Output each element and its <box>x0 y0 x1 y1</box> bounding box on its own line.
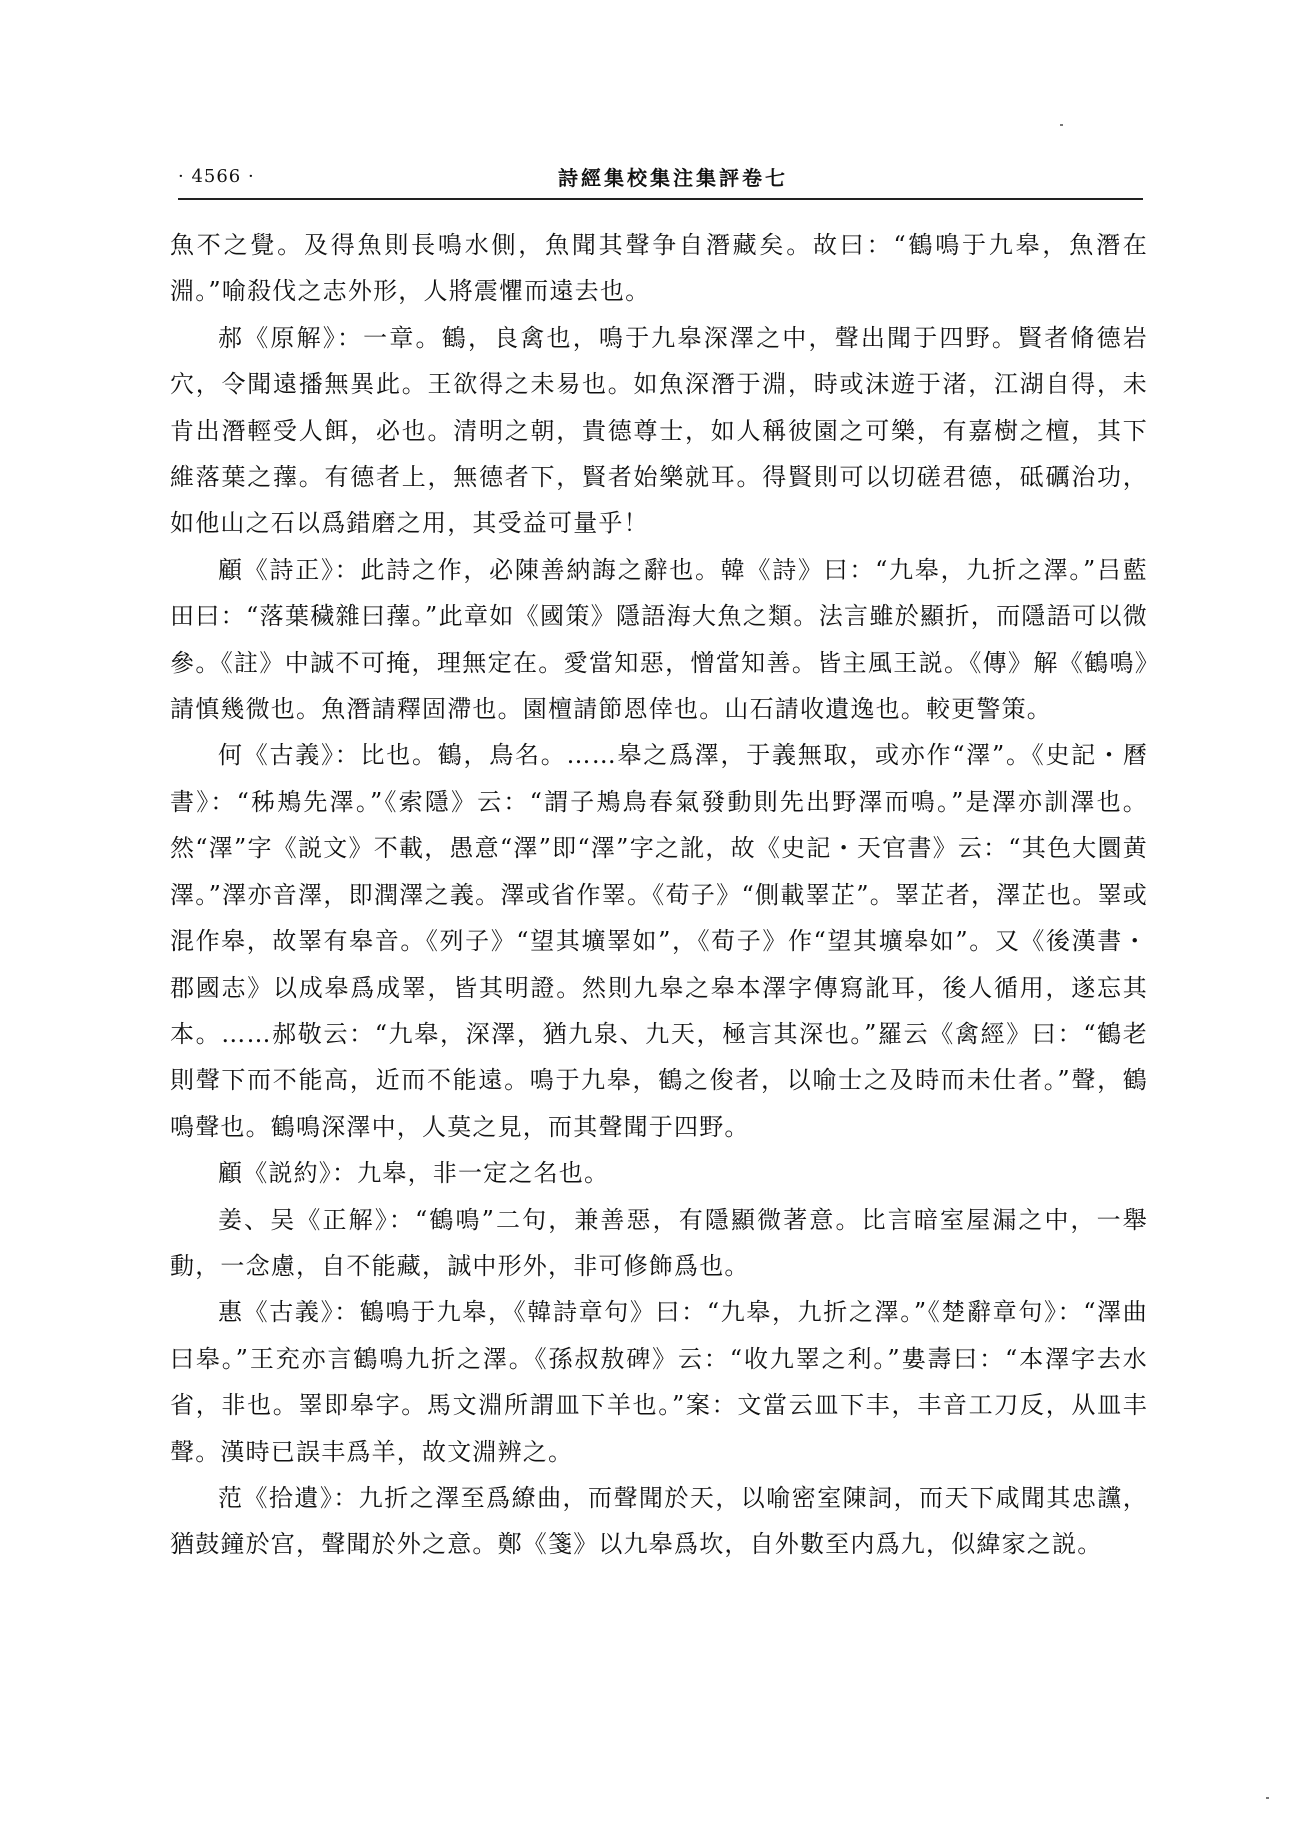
paragraph-8: 范《拾遺》：九折之澤至爲繚曲，而聲聞於天，以喻密室陳詞，而天下咸聞其忠讜，猶鼓鐘於宫，聲聞於外之意。鄭《箋》以九皋爲坎，自外數至内爲九，似緯家之説。 <box>170 1483 1148 1559</box>
paragraph-4: 何《古義》：比也。鶴，鳥名。……皋之爲澤，于義無取，或亦作“澤”。《史記・曆書》：“秭鴂先澤。”《索隱》云：“謂子鴂鳥春氣發動則先出野澤而鳴。”是澤亦訓澤也。然“澤”字《説文》不載，愚意“澤”即“澤”字之訛，故《史記・天官書》云：“其色大圜黄澤。”澤亦音澤，即潤澤之義。澤或省作睪。《荀子》“側載睪芷”。睪芷者，澤芷也。睪或混作皋，故睪有皋音。《列子》“望其壙睪如”，《荀子》作“望其壙皋如”。又《後漢書・郡國志》以成皋爲成睪，皆其明證。然則九皋之皋本澤字傳寫訛耳，後人循用，遂忘其本。……郝敬云：“九皋，深澤，猶九泉、九天，極言其深也。”羅云《禽經》曰：“鶴老則聲下而不能高，近而不能遠。鳴于九皋，鶴之俊者，以喻士之及時而未仕者。”聲，鶴鳴聲也。鶴鳴深澤中，人莫之見，而其聲聞于四野。 <box>170 741 1148 1141</box>
page-header <box>178 158 1143 198</box>
scan-speck <box>1266 1797 1269 1799</box>
scan-speck <box>1060 124 1063 126</box>
paragraph-7: 惠《古義》：鶴鳴于九皋，《韓詩章句》曰：“九皋，九折之澤。”《楚辭章句》：“澤曲曰皋。”王充亦言鶴鳴九折之澤。《孫叔敖碑》云：“收九睪之利。”婁壽曰：“本澤字去水省，非也。睪即皋字。馬文淵所謂皿下羊也。”案：文當云皿下丰，丰音工刀反，从皿丰聲。漢時已誤丰爲羊，故文淵辨之。 <box>170 1298 1148 1466</box>
paragraph-2: 郝《原解》：一章。鶴，良禽也，鳴于九皋深澤之中，聲出聞于四野。賢者脩德岩穴，令聞遠播無異此。王欲得之未易也。如魚深潛于淵，時或沫遊于渚，江湖自得，未肯出潛輕受人餌，必也。清明之朝，貴德尊士，如人稱彼園之可樂，有嘉樹之檀，其下維落葉之蘀。有德者上，無德者下，賢者始樂就耳。得賢則可以切磋君德，砥礪治功，如他山之石以爲錯磨之用，其受益可量乎！ <box>170 323 1148 538</box>
paragraph-6: 姜、吴《正解》：“鶴鳴”二句，兼善惡，有隱顯微著意。比言暗室屋漏之中，一舉動，一念慮，自不能藏，誠中形外，非可修飾爲也。 <box>170 1205 1148 1280</box>
body-text <box>170 222 1148 1568</box>
paragraph-1: 魚不之覺。及得魚則長鳴水側，魚聞其聲争自潛藏矣。故曰：“鶴鳴于九皋，魚潛在淵。”喻殺伐之志外形，人將震懼而遠去也。 <box>170 231 1148 306</box>
page-number: · 4566 · <box>178 166 255 187</box>
header-rule <box>178 198 1143 200</box>
paragraph-5: 顧《説約》：九皋，非一定之名也。 <box>218 1159 610 1188</box>
paragraph-3: 顧《詩正》：此詩之作，必陳善納誨之辭也。韓《詩》曰：“九皋，九折之澤。”吕藍田曰：“落葉穢雜曰蘀。”此章如《國策》隱語海大魚之類。法言雖於顯折，而隱語可以微參。《註》中誠不可掩，理無定在。愛當知惡，憎當知善。皆主風王説。《傳》解《鶴鳴》請慎幾微也。魚潛請釋固滯也。園檀請節恩倖也。山石請收遺逸也。較更警策。 <box>170 555 1148 724</box>
running-title: 詩經集校集注集評卷七 <box>558 166 788 190</box>
